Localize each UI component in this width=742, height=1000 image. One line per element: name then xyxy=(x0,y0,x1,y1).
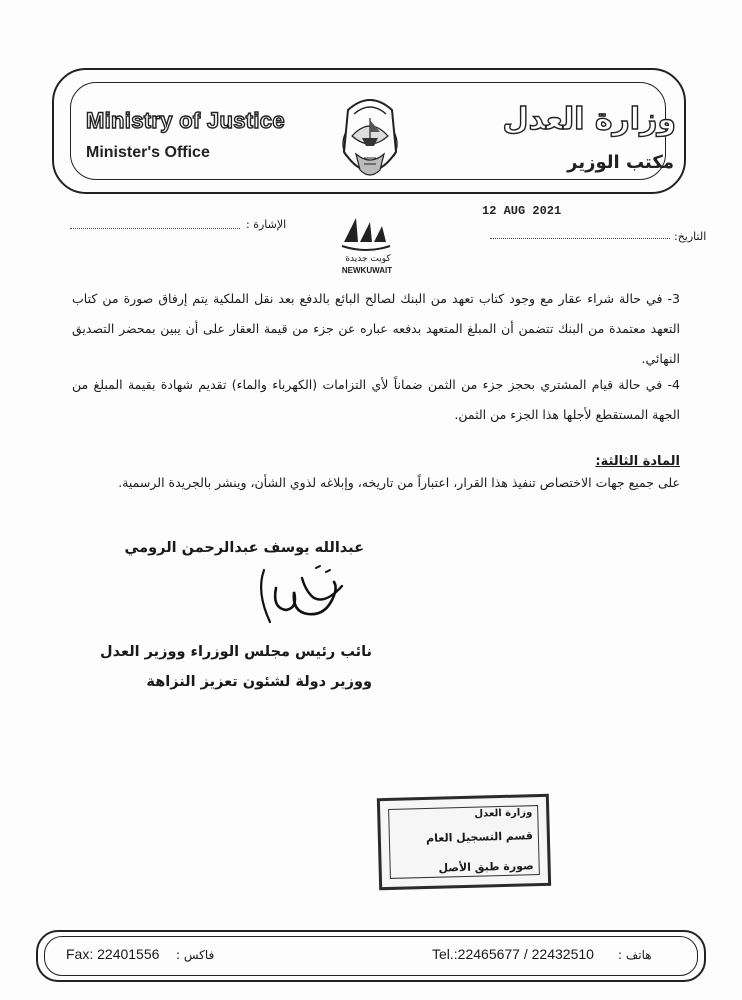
article-3-heading: المادة الثالثة: xyxy=(595,454,680,469)
reference-dotted-line xyxy=(70,228,240,229)
date-label: التاريخ: xyxy=(674,230,707,243)
signatory-title-line1: نائب رئيس مجلس الوزراء ووزير العدل xyxy=(100,644,372,660)
kuwait-emblem-icon xyxy=(334,92,406,188)
date-dotted-line xyxy=(490,238,670,239)
signatory-title-line2: ووزير دولة لشئون تعزيز النزاهة xyxy=(146,674,372,690)
ministry-name-ar: وزارة العدل xyxy=(502,102,676,137)
stamp-line-department: قسم التسجيل العام xyxy=(425,829,534,845)
fax-number: Fax: 22401556 xyxy=(66,946,160,962)
new-kuwait-logo-icon xyxy=(336,212,396,274)
office-name-ar: مكتب الوزير xyxy=(567,152,674,173)
article-3-text: على جميع جهات الاختصاص تنفيذ هذا القرار، اعتباراً من تاريخه، وإبلاغه لذوي الشأن، وينشر بالجريدة الرسمية. xyxy=(118,475,680,490)
ministry-name-en: Ministry of Justice xyxy=(86,108,285,133)
signatory-name: عبدالله يوسف عبدالرحمن الرومي xyxy=(124,540,364,556)
reference-label: الإشارة : xyxy=(246,218,287,231)
stamp-line-certified: صورة طبق الأصل xyxy=(438,859,534,875)
stamp-line-ministry: وزارة العدل xyxy=(474,807,533,820)
office-name-en: Minister's Office xyxy=(86,144,210,161)
date-value: 12 AUG 2021 xyxy=(482,204,562,218)
new-kuwait-text-ar: كويت جديدة xyxy=(345,254,391,264)
phone-label-ar: هاتف : xyxy=(618,948,652,962)
phone-numbers: Tel.:22465677 / 22432510 xyxy=(432,946,594,962)
registration-stamp xyxy=(377,794,551,890)
clause-4: 4- في حالة قيام المشتري بحجز جزء من الثمن ضماناً لأي التزامات (الكهرباء والماء) تقديم شهادة بقيمة المبلغ من الجهة المستقطع لأجلها هذا الجزء من الثمن. xyxy=(72,377,680,422)
new-kuwait-text-en: NEWKUWAIT xyxy=(341,266,393,275)
fax-label-ar: فاكس : xyxy=(176,948,215,962)
handwritten-signature xyxy=(246,548,356,630)
clause-3: 3- في حالة شراء عقار مع وجود كتاب تعهد من البنك لصالح البائع بالدفع بعد نقل الملكية يتم إرفاق صورة من كتاب التعهد معتمدة من البنك تتضمن أن المبلغ المتعهد بدفعه عباره عن جزء من قيمة العقار على أن يبين بمحضر التصديق النهائي. xyxy=(72,291,680,366)
